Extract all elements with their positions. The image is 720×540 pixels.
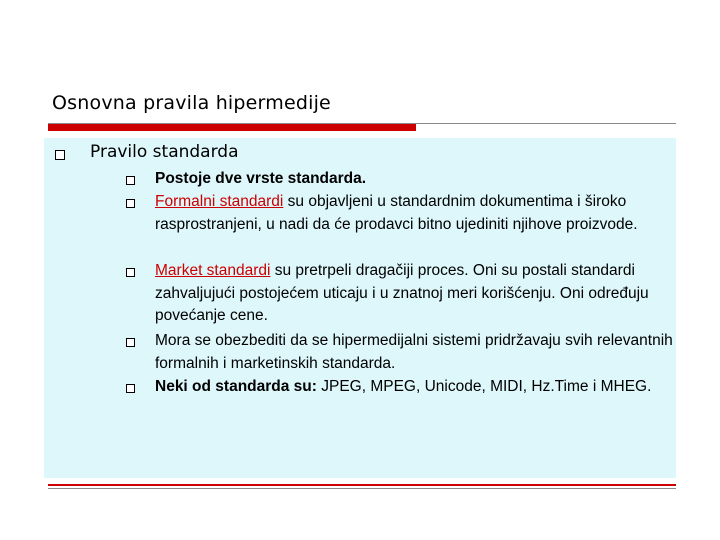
- bottom-rule: [48, 488, 676, 489]
- list-item: [155, 168, 675, 191]
- item-text: Postoje dve vrste standarda.: [155, 170, 367, 187]
- list-item: [155, 260, 675, 328]
- square-bullet-icon: [126, 338, 135, 347]
- slide-title: Osnovna pravila hipermedije: [52, 92, 331, 114]
- item-term: Formalni standardi: [155, 193, 284, 210]
- square-bullet-icon: [126, 176, 135, 185]
- item-term: Market standardi: [155, 262, 271, 279]
- item-term: Neki od standarda su:: [155, 378, 317, 395]
- square-bullet-icon: [55, 150, 65, 160]
- item-text: su pretrpeli dragačiji proces. Oni su postali standardi zahvaljujući postojećem uticaju i u znatnoj meri korišćenju. Oni određuju povećanje cene.: [155, 262, 649, 324]
- square-bullet-icon: [126, 268, 135, 277]
- list-item: [155, 191, 675, 236]
- bottom-accent-rule: [48, 484, 676, 486]
- list-item: [155, 330, 675, 375]
- item-text: JPEG, MPEG, Unicode, MIDI, Hz.Time i MHEG.: [316, 378, 652, 395]
- section-heading: Pravilo standarda: [90, 142, 239, 162]
- top-accent-bar: [48, 124, 416, 131]
- item-text: Mora se obezbediti da se hipermedijalni sistemi pridržavaju svih relevantnih formalnih i marketinskih standarda.: [155, 332, 673, 372]
- square-bullet-icon: [126, 199, 135, 208]
- list-item: [155, 376, 675, 399]
- item-text: su objavljeni u standardnim dokumentima i široko rasprostranjeni, u nadi da će prodavci bitno ujediniti njihove proizvode.: [155, 193, 638, 233]
- square-bullet-icon: [126, 384, 135, 393]
